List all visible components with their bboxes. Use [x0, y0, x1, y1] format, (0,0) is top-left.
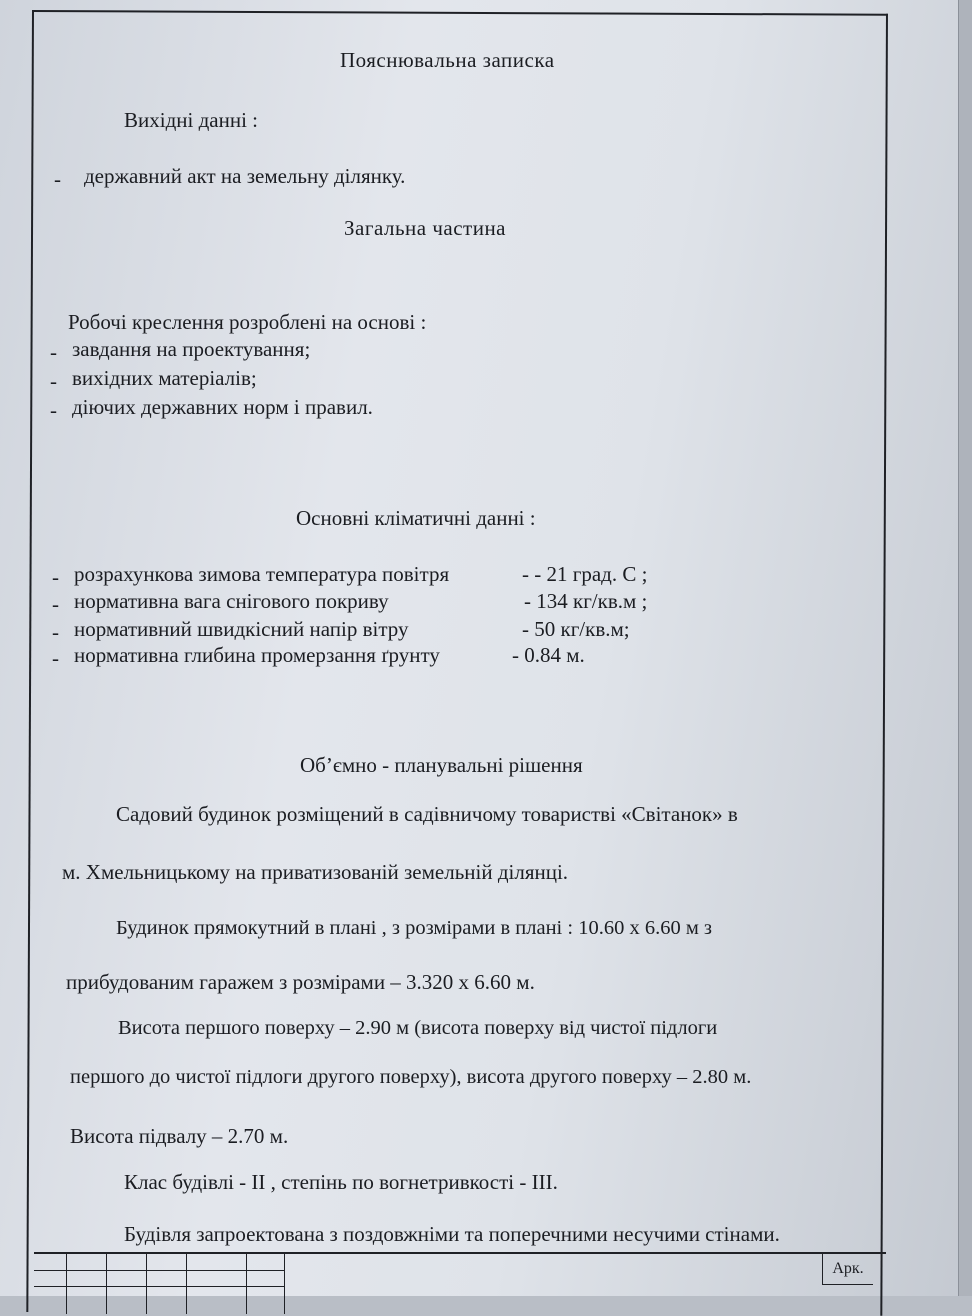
- list-dash: -: [50, 398, 57, 422]
- sheet-label: Арк.: [822, 1254, 873, 1285]
- list-dash: -: [50, 340, 57, 364]
- planning-paragraph-line: Клас будівлі - II , степінь по вогнетривкості - III.: [124, 1170, 558, 1194]
- planning-paragraph-line: м. Хмельницькому на приватизованій земельній ділянці.: [62, 860, 569, 884]
- climate-label: нормативна глибина промерзання ґрунту: [74, 643, 440, 667]
- climate-label: розрахункова зимова температура повітря: [74, 562, 450, 586]
- planning-paragraph-line: першого до чистої підлоги другого поверху), висота другого поверху – 2.80 м.: [70, 1066, 752, 1088]
- initial-data-item: державний акт на земельну ділянку.: [84, 164, 406, 188]
- climate-value: - 0.84 м.: [512, 643, 585, 667]
- planning-paragraph-line: Садовий будинок розміщений в садівничому товаристві «Світанок» в: [116, 802, 738, 826]
- planning-heading: Об’ємно - планувальні рішення: [300, 753, 583, 777]
- stamp-divider: [284, 1254, 285, 1314]
- list-dash: -: [52, 565, 59, 589]
- stamp-row-line: [34, 1270, 284, 1271]
- list-dash: -: [52, 620, 59, 644]
- stamp-divider: [186, 1254, 187, 1314]
- planning-paragraph-line: Будівля запроектована з поздовжніми та поперечними несучими стінами.: [124, 1222, 780, 1246]
- stamp-divider: [66, 1254, 67, 1314]
- document-title: Пояснювальна записка: [340, 48, 555, 72]
- climate-value: - - 21 град. С ;: [522, 562, 648, 586]
- planning-paragraph-line: прибудованим гаражем з розмірами – 3.320 х 6.60 м.: [66, 970, 535, 994]
- stamp-row-line: [34, 1286, 284, 1287]
- climate-label: нормативна вага снігового покриву: [74, 589, 389, 613]
- list-dash: -: [52, 592, 59, 616]
- climate-heading: Основні кліматичні данні :: [296, 506, 536, 530]
- stamp-divider: [146, 1254, 147, 1314]
- stamp-divider: [246, 1254, 247, 1314]
- planning-paragraph-line: Висота підвалу – 2.70 м.: [70, 1124, 289, 1148]
- initial-data-heading: Вихідні данні :: [124, 108, 258, 132]
- general-item: діючих державних норм і правил.: [72, 395, 373, 419]
- title-block: [34, 1252, 886, 1314]
- general-item: завдання на проектування;: [72, 337, 311, 361]
- planning-paragraph-line: Висота першого поверху – 2.90 м (висота поверху від чистої підлоги: [118, 1017, 718, 1039]
- climate-value: - 50 кг/кв.м;: [522, 617, 630, 641]
- stamp-divider: [106, 1254, 107, 1314]
- list-dash: -: [54, 167, 61, 191]
- general-item: вихідних матеріалів;: [72, 366, 257, 390]
- list-dash: -: [52, 646, 59, 670]
- list-dash: -: [50, 369, 57, 393]
- climate-label: нормативний швидкісний напір вітру: [74, 617, 409, 641]
- general-intro: Робочі креслення розроблені на основі :: [68, 310, 427, 334]
- general-heading: Загальна частина: [344, 216, 507, 240]
- planning-paragraph-line: Будинок прямокутний в плані , з розмірами в плані : 10.60 х 6.60 м з: [116, 917, 713, 939]
- page-edge: [958, 0, 972, 1296]
- climate-value: - 134 кг/кв.м ;: [524, 589, 648, 613]
